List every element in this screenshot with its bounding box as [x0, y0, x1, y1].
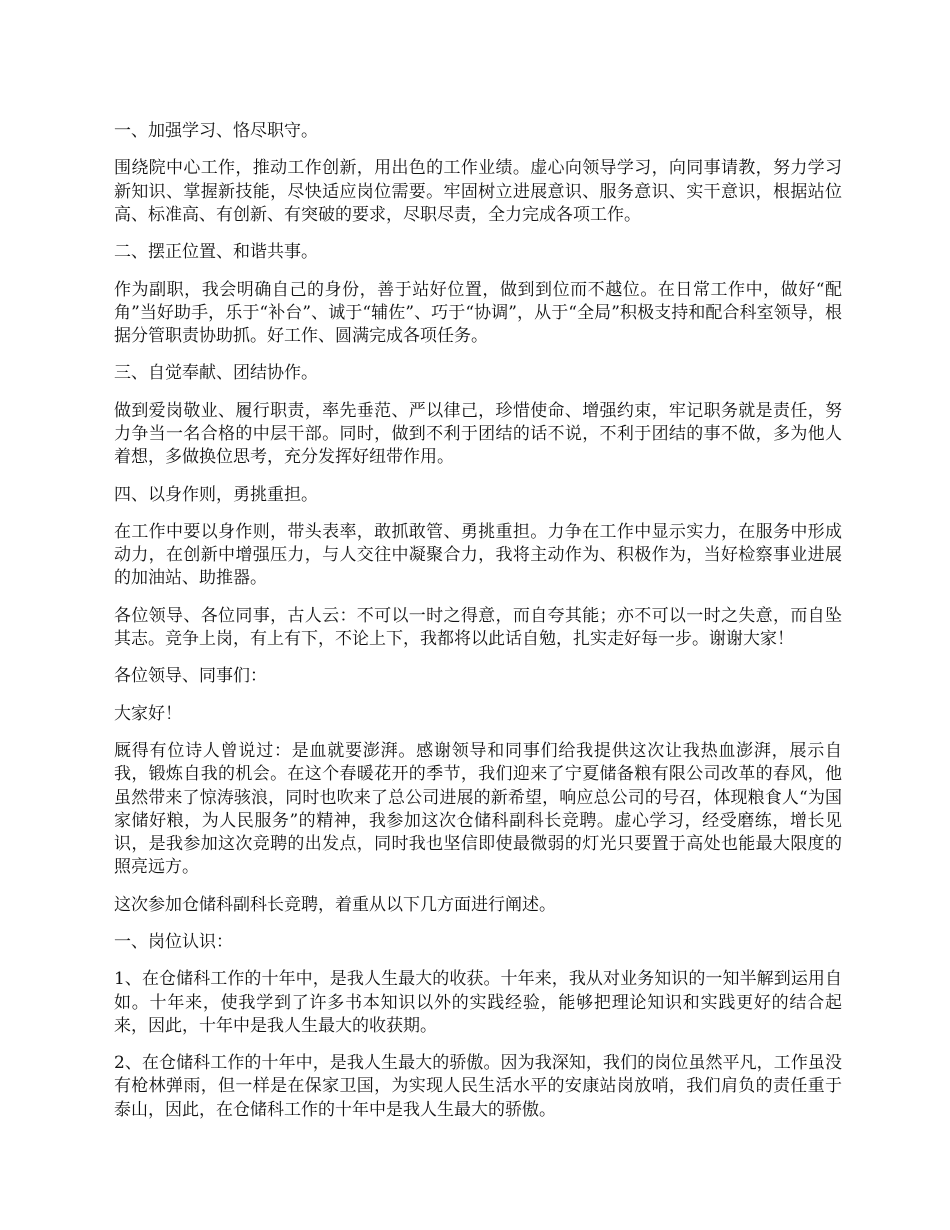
paragraph-point-1: 1、在仓储科工作的十年中，是我人生最大的收获。十年来，我从对业务知识的一知半解到运用自如。十年来，使我学到了许多书本知识以外的实践经验，能够把理论知识和实践更好的结合起来，因此，十年中是我人生最大的收获期。	[114, 969, 842, 1036]
paragraph-example: 在工作中要以身作则，带头表率，敢抓敢管、勇挑重担。力争在工作中显示实力，在服务中形成动力，在创新中增强压力，与人交往中凝聚合力，我将主动作为、积极作为，当好检察事业进展的加油站、助推器。	[114, 521, 842, 589]
paragraph-introduction: 厩得有位诗人曾说过：是血就要澎湃。感谢领导和同事们给我提供这次让我热血澎湃，展示自我，锻炼自我的机会。在这个春暖花开的季节，我们迎来了宁夏储备粮有限公司改革的春风，他虽然带来了惊涛骇浪，同时也吹来了总公司进展的新希望，响应总公司的号召，体现粮食人“为国家储好粮，为人民服务”的精神，我参加这次仓储科副科长竞聘。虚心学习，经受磨练，增长见识，是我参加这次竞聘的出发点，同时我也坚信即使最微弱的灯光只要置于高处也能最大限度的照亮远方。	[114, 741, 842, 878]
paragraph-position: 作为副职，我会明确自己的身份，善于站好位置，做到到位而不越位。在日常工作中，做好“配角”当好助手，乐于“补台”、诚于“辅佐”、巧于“协调”，从于“全局”积极支持和配合科室领导，根据分管职责协助抓。好工作、圆满完成各项任务。	[114, 279, 842, 346]
paragraph-outline: 这次参加仓储科副科长竞聘，着重从以下几方面进行阐述。	[114, 894, 556, 915]
document-page	[114, 120, 842, 1136]
greeting: 大家好！	[114, 703, 182, 724]
heading-position: 二、摆正位置、和谐共事。	[114, 242, 318, 263]
heading-job-understanding: 一、岗位认识：	[114, 931, 233, 952]
salutation: 各位领导、同事们：	[114, 666, 267, 687]
heading-strengthen-study: 一、加强学习、恪尽职守。	[114, 121, 318, 141]
paragraph-dedication: 做到爱岗敬业、履行职责，率先垂范、严以律己，珍惜使命、增强约束，牢记职务就是责任，努力争当一名合格的中层干部。同时，做到不利于团结的话不说，不利于团结的事不做，多为他人着想，多做换位思考，充分发挥好纽带作用。	[114, 400, 842, 468]
heading-dedication: 三、自觉奉献、团结协作。	[114, 363, 318, 384]
paragraph-study: 围绕院中心工作，推动工作创新，用出色的工作业绩。虚心向领导学习，向同事请教，努力学习新知识、掌握新技能，尽快适应岗位需要。牢固树立进展意识、服务意识、实干意识，根据站位高、标准高、有创新、有突破的要求，尽职尽责，全力完成各项工作。	[114, 158, 842, 225]
paragraph-point-2: 2、在仓储科工作的十年中，是我人生最大的骄傲。因为我深知，我们的岗位虽然平凡，工作虽没有枪林弹雨，但一样是在保家卫国，为实现人民生活水平的安康站岗放哨，我们肩负的责任重于泰山，因此，在仓储科工作的十年中是我人生最大的骄傲。	[114, 1053, 842, 1120]
heading-example: 四、以身作则，勇挑重担。	[114, 484, 318, 505]
paragraph-closing: 各位领导、各位同事，古人云：不可以一时之得意，而自夸其能；亦不可以一时之失意，而自坠其志。竞争上岗，有上有下，不论上下，我都将以此话自勉，扎实走好每一步。谢谢大家！	[114, 605, 842, 649]
